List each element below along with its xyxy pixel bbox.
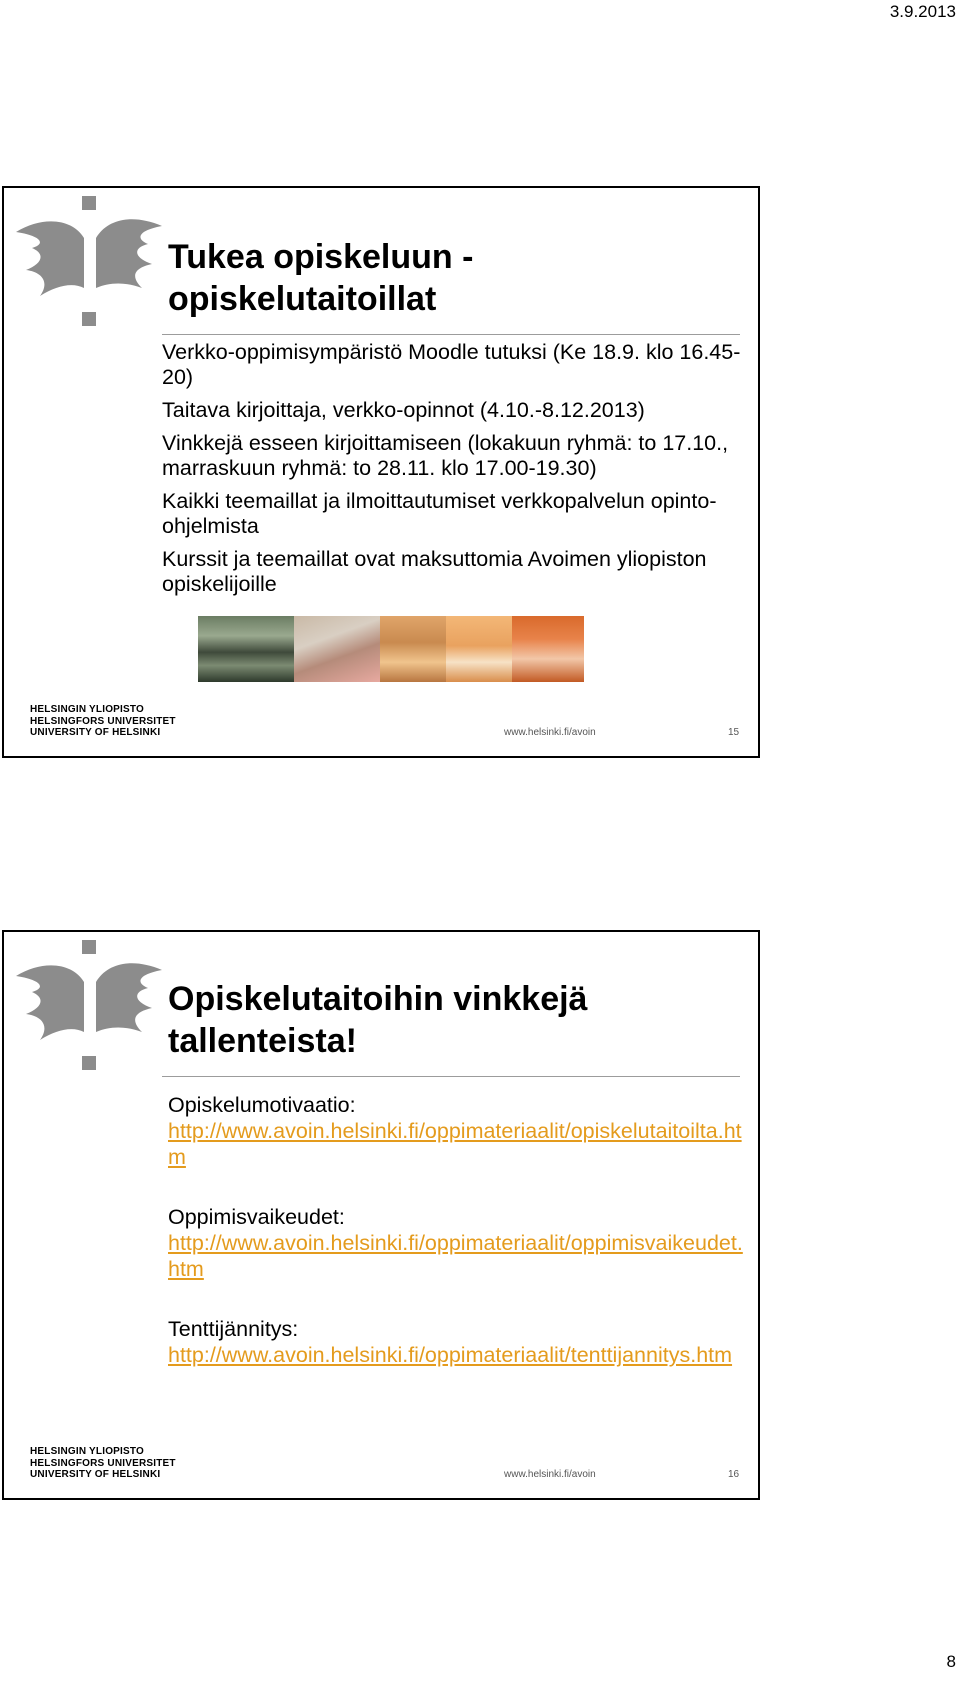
- list-item: [168, 1316, 748, 1368]
- university-flame-logo-icon: [12, 936, 166, 1076]
- photo-campus-building: [198, 616, 294, 682]
- slide-number: 16: [728, 1469, 740, 1480]
- link-oppimisvaikeudet[interactable]: http://www.avoin.helsinki.fi/oppimateriaalit/oppimisvaikeudet.htm: [168, 1231, 743, 1281]
- list-item: Taitava kirjoittaja, verkko-opinnot (4.10.-8.12.2013): [162, 398, 645, 422]
- link-opiskelumotivaatio[interactable]: http://www.avoin.helsinki.fi/oppimateriaalit/opiskelutaitoilta.htm: [168, 1119, 742, 1169]
- list-item: Kurssit ja teemaillat ovat maksuttomia Avoimen yliopiston opiskelijoille: [162, 547, 707, 596]
- title-divider: [162, 334, 740, 335]
- page-date: 3.9.2013: [889, 2, 956, 21]
- photo-computer-desk: [446, 616, 512, 682]
- university-name: HELSINGIN YLIOPISTO HELSINGFORS UNIVERSITET UNIVERSITY OF HELSINKI: [30, 1446, 176, 1480]
- university-flame-logo-icon: [12, 192, 166, 332]
- photo-students-group: [512, 616, 584, 682]
- slide-title: Tukea opiskeluun - opiskelutaitoillat: [168, 238, 474, 318]
- photo-lecture-room: [380, 616, 446, 682]
- link-list: [168, 1092, 748, 1402]
- footer-url: www.helsinki.fi/avoin: [504, 1469, 596, 1480]
- list-item: Kaikki teemaillat ja ilmoittautumiset verkkopalvelun opinto-ohjelmista: [162, 489, 717, 538]
- bullet-list: [162, 340, 742, 605]
- link-label: Tenttijännitys:: [168, 1317, 299, 1341]
- photo-collage: [198, 616, 584, 682]
- university-name: HELSINGIN YLIOPISTO HELSINGFORS UNIVERSITET UNIVERSITY OF HELSINKI: [30, 704, 176, 738]
- list-item: Vinkkejä esseen kirjoittamiseen (lokakuun ryhmä: to 17.10., marraskuun ryhmä: to 28.11. klo 17.00-19.30): [162, 431, 729, 480]
- list-item: [168, 1092, 748, 1170]
- photo-student-studying: [294, 616, 380, 682]
- title-divider: [162, 1076, 740, 1077]
- link-label: Opiskelumotivaatio:: [168, 1093, 356, 1117]
- footer-url: www.helsinki.fi/avoin: [504, 727, 596, 738]
- slide-number: 15: [728, 727, 740, 738]
- list-item: [168, 1204, 748, 1282]
- link-tenttijannitys[interactable]: http://www.avoin.helsinki.fi/oppimateriaalit/tenttijannitys.htm: [168, 1343, 733, 1367]
- slide-15: [2, 186, 760, 758]
- link-label: Oppimisvaikeudet:: [168, 1205, 345, 1229]
- list-item: Verkko-oppimisympäristö Moodle tutuksi (Ke 18.9. klo 16.45-20): [162, 340, 741, 389]
- page-number: 8: [946, 1652, 956, 1671]
- slide-16: [2, 930, 760, 1500]
- slide-title: Opiskelutaitoihin vinkkejä tallenteista!: [168, 980, 588, 1060]
